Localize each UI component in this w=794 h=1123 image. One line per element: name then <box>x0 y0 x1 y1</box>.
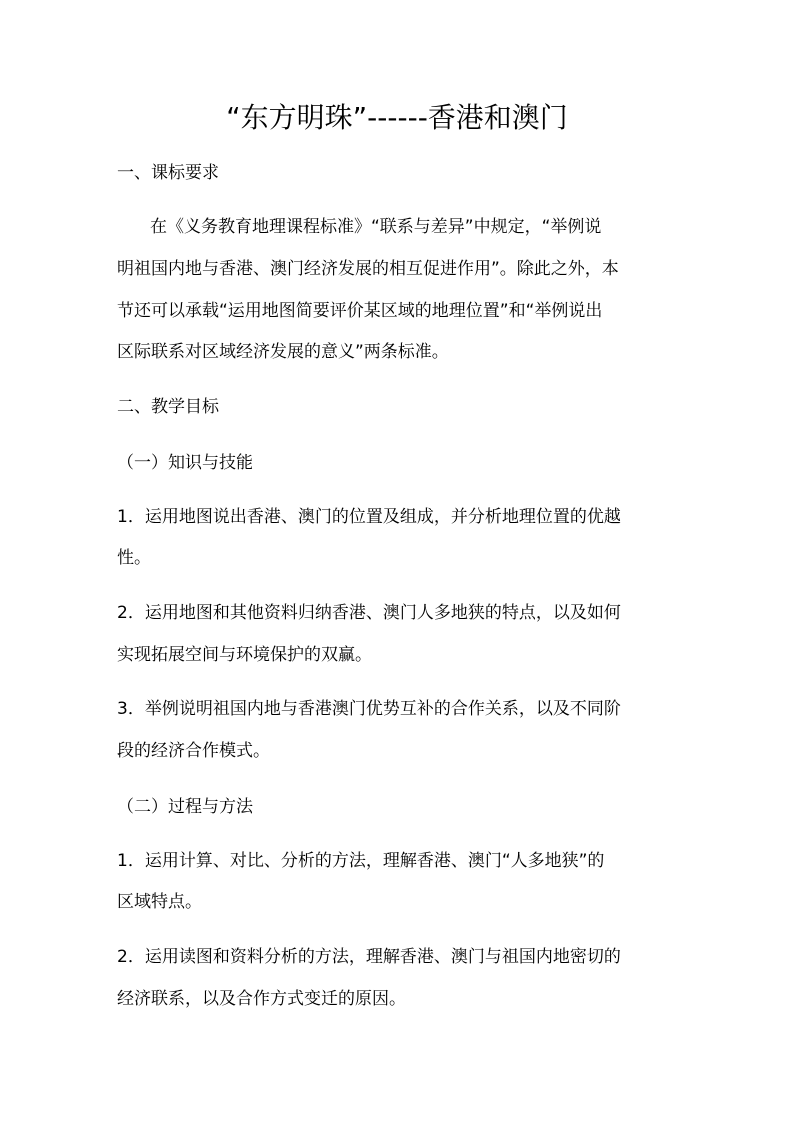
paragraph-line: 在《义务教育地理课程标准》“联系与差异”中规定，“举例说 <box>150 217 602 237</box>
list-item-line: 3．举例说明祖国内地与香港澳门优势互补的合作关系，以及不同阶 <box>117 699 621 719</box>
section-heading-objectives: 二、教学目标 <box>117 397 219 417</box>
list-item-line: 2．运用地图和其他资料归纳香港、澳门人多地狭的特点，以及如何 <box>117 603 621 623</box>
list-item-line: 2．运用读图和资料分析的方法，理解香港、澳门与祖国内地密切的 <box>117 947 621 967</box>
list-item-line: 段的经济合作模式。 <box>117 741 270 761</box>
list-item-line: 1．运用地图说出香港、澳门的位置及组成，并分析地理位置的优越 <box>117 507 621 527</box>
subsection-heading-process: （二）过程与方法 <box>117 797 253 817</box>
list-item-line: 区域特点。 <box>117 892 202 912</box>
paragraph-line: 节还可以承载“运用地图简要评价某区域的地理位置”和“举例说出 <box>117 301 603 321</box>
page-title: “东方明珠”------香港和澳门 <box>226 101 568 134</box>
list-item-line: 经济联系，以及合作方式变迁的原因。 <box>117 989 406 1009</box>
paragraph-line: 区际联系对区域经济发展的意义”两条标准。 <box>117 342 449 362</box>
list-item-line: 实现拓展空间与环境保护的双赢。 <box>117 645 372 665</box>
list-item-line: 1．运用计算、对比、分析的方法，理解香港、澳门“人多地狭”的 <box>117 851 605 871</box>
subsection-heading-knowledge: （一）知识与技能 <box>117 453 253 473</box>
paragraph-line: 明祖国内地与香港、澳门经济发展的相互促进作用”。除此之外，本 <box>117 259 619 279</box>
list-item-line: 性。 <box>117 548 151 568</box>
section-heading-curriculum: 一、课标要求 <box>117 163 219 183</box>
